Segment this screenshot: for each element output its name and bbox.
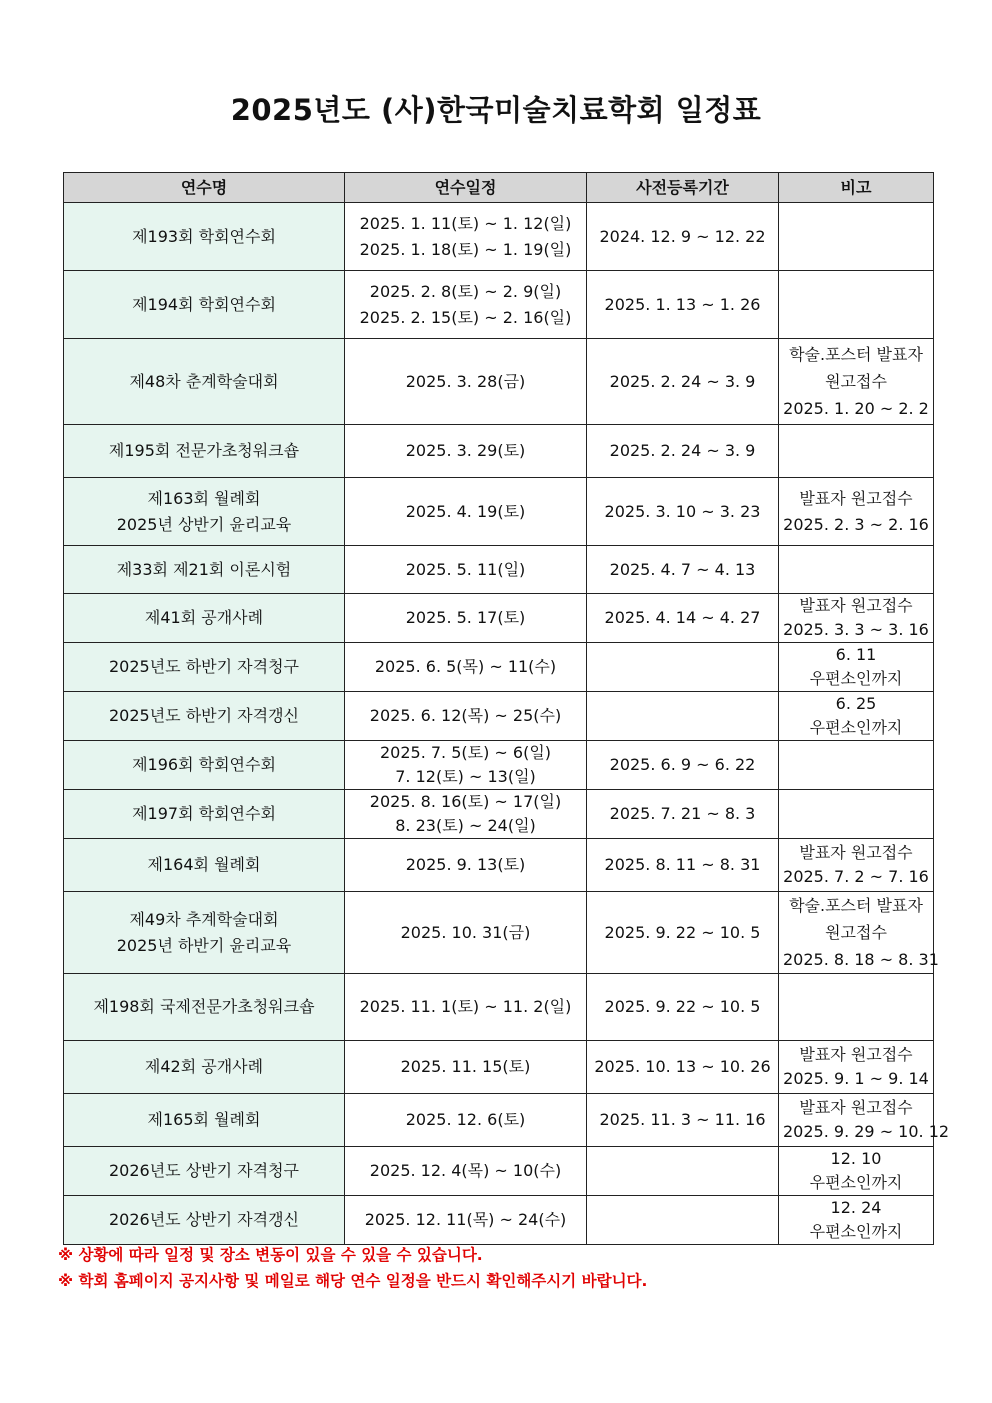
schedule-cell: [345, 425, 587, 478]
program-name-cell: [64, 546, 345, 594]
column-header-remarks: 비고: [779, 173, 934, 203]
registration-cell: [587, 594, 779, 643]
registration-line: 2025. 7. 21 ~ 8. 3: [609, 804, 756, 823]
remarks-cell: [779, 203, 934, 271]
program-name-line: 제195회 전문가초청워크숍: [108, 441, 300, 460]
program-name-cell: [64, 892, 345, 974]
program-name-cell: [64, 425, 345, 478]
schedule-cell: [345, 974, 587, 1041]
schedule-cell: [345, 892, 587, 974]
remarks-line: 2025. 3. 3 ~ 3. 16: [783, 620, 929, 639]
registration-cell: [587, 1094, 779, 1147]
table-row: [64, 1147, 934, 1196]
remarks-line: 2025. 8. 18 ~ 8. 31: [783, 950, 939, 969]
registration-cell: [587, 203, 779, 271]
registration-line: 2025. 4. 14 ~ 4. 27: [604, 608, 761, 627]
schedule-line: 2025. 5. 17(토): [405, 608, 526, 627]
remarks-line: 발표자 원고접수: [799, 1098, 913, 1117]
schedule-cell: [345, 546, 587, 594]
registration-line: 2024. 12. 9 ~ 12. 22: [599, 226, 766, 246]
registration-line: 2025. 9. 22 ~ 10. 5: [604, 997, 761, 1016]
table-row: [64, 692, 934, 741]
program-name-cell: [64, 271, 345, 339]
table-row: [64, 425, 934, 478]
registration-line: 2025. 11. 3 ~ 11. 16: [599, 1110, 766, 1129]
remarks-line: 2025. 2. 3 ~ 2. 16: [783, 514, 929, 534]
table-row: [64, 643, 934, 692]
registration-cell: [587, 974, 779, 1041]
program-name-line: 제194회 학회연수회: [132, 294, 276, 314]
note-check-homepage: ※ 학회 홈페이지 공지사항 및 메일로 해당 연수 일정을 반드시 확인해주시기 바랍니다.: [58, 1272, 648, 1290]
column-header-registration: 사전등록기간: [587, 173, 779, 203]
program-name-line: 제163회 월례회: [147, 488, 261, 508]
schedule-cell: [345, 203, 587, 271]
program-name-cell: [64, 203, 345, 271]
program-name-line: 2025년 상반기 윤리교육: [116, 514, 292, 534]
registration-line: 2025. 4. 7 ~ 4. 13: [609, 559, 756, 579]
schedule-line: 2025. 10. 31(금): [400, 922, 531, 942]
notes: [58, 1242, 647, 1294]
program-name-line: 제41회 공개사례: [144, 608, 264, 627]
remarks-cell: [779, 1094, 950, 1147]
schedule-line: 2025. 2. 15(토) ~ 2. 16(일): [359, 307, 572, 327]
schedule-cell: [345, 339, 587, 425]
schedule-cell: [345, 839, 587, 892]
remarks-line: 학술.포스터 발표자: [789, 345, 923, 364]
remarks-cell: [779, 790, 934, 839]
remarks-line: 2025. 1. 20 ~ 2. 2: [783, 399, 929, 418]
schedule-line: 2025. 1. 18(토) ~ 1. 19(일): [359, 239, 572, 259]
registration-line: 2025. 10. 13 ~ 10. 26: [594, 1057, 771, 1076]
schedule-cell: [345, 1147, 587, 1196]
schedule-line: 2025. 11. 15(토): [400, 1057, 531, 1076]
program-name-line: 2026년도 상반기 자격갱신: [109, 1210, 299, 1229]
table-row: [64, 339, 934, 425]
remarks-line: 학술.포스터 발표자: [789, 896, 923, 915]
remarks-cell: [779, 892, 939, 974]
schedule-line: 8. 23(토) ~ 24(일): [395, 816, 536, 835]
table-row: [64, 741, 934, 790]
remarks-line: 우편소인까지: [809, 718, 903, 737]
registration-cell: [587, 271, 779, 339]
remarks-line: 우편소인까지: [809, 669, 903, 688]
schedule-line: 2025. 12. 11(목) ~ 24(수): [364, 1210, 567, 1229]
table-row: [64, 974, 934, 1041]
program-name-line: 제49차 추계학술대회: [129, 909, 279, 929]
remarks-cell: [779, 974, 934, 1041]
program-name-line: 제33회 제21회 이론시험: [116, 559, 292, 579]
remarks-cell: [779, 271, 934, 339]
remarks-cell: [779, 1147, 934, 1196]
schedule-cell: [345, 692, 587, 741]
program-name-cell: [64, 1094, 345, 1147]
program-name-cell: [64, 741, 345, 790]
schedule-cell: [345, 478, 587, 546]
column-header-program: 연수명: [64, 173, 345, 203]
registration-cell: [587, 790, 779, 839]
remarks-line: 우편소인까지: [809, 1222, 903, 1241]
registration-cell: [587, 1196, 779, 1245]
program-name-line: 2025년도 하반기 자격청구: [109, 657, 299, 676]
program-name-cell: [64, 974, 345, 1041]
registration-cell: [587, 1147, 779, 1196]
program-name-cell: [64, 478, 345, 546]
page-title: 2025년도 (사)한국미술치료학회 일정표: [230, 93, 762, 127]
registration-cell: [587, 839, 779, 892]
remarks-line: 2025. 7. 2 ~ 7. 16: [783, 867, 929, 886]
remarks-line: 원고접수: [825, 923, 887, 942]
schedule-line: 2025. 8. 16(토) ~ 17(일): [369, 792, 562, 811]
program-name-cell: [64, 643, 345, 692]
remarks-line: 12. 10: [830, 1149, 882, 1168]
program-name-line: 제164회 월례회: [147, 855, 261, 874]
schedule-line: 2025. 7. 5(토) ~ 6(일): [379, 743, 552, 762]
registration-line: 2025. 2. 24 ~ 3. 9: [609, 371, 756, 391]
remarks-line: 6. 25: [835, 694, 877, 713]
schedule-line: 2025. 5. 11(일): [405, 559, 526, 579]
remarks-cell: [779, 1041, 934, 1094]
schedule-line: 2025. 2. 8(토) ~ 2. 9(일): [369, 281, 562, 301]
schedule-table-body: [64, 203, 950, 1245]
registration-cell: [587, 478, 779, 546]
table-row: [64, 892, 934, 974]
schedule-cell: [345, 594, 587, 643]
schedule-line: 2025. 9. 13(토): [405, 855, 526, 874]
schedule-cell: [345, 271, 587, 339]
registration-line: 2025. 1. 13 ~ 1. 26: [604, 294, 761, 314]
remarks-cell: [779, 425, 934, 478]
remarks-line: 2025. 9. 1 ~ 9. 14: [783, 1069, 929, 1088]
table-row: [64, 203, 934, 271]
schedule-line: 2025. 11. 1(토) ~ 11. 2(일): [359, 997, 572, 1016]
table-row: [64, 478, 934, 546]
schedule-cell: [345, 1196, 587, 1245]
remarks-cell: [779, 643, 934, 692]
registration-cell: [587, 339, 779, 425]
program-name-line: 2026년도 상반기 자격청구: [109, 1161, 299, 1180]
registration-cell: [587, 1041, 779, 1094]
program-name-line: 제48차 춘계학술대회: [129, 371, 279, 391]
program-name-cell: [64, 339, 345, 425]
program-name-cell: [64, 839, 345, 892]
table-row: [64, 790, 934, 839]
program-name-cell: [64, 594, 345, 643]
schedule-line: 7. 12(토) ~ 13(일): [395, 767, 536, 786]
program-name-cell: [64, 1147, 345, 1196]
program-name-line: 2025년 하반기 윤리교육: [116, 935, 292, 955]
schedule-line: 2025. 4. 19(토): [405, 501, 526, 521]
registration-cell: [587, 546, 779, 594]
program-name-cell: [64, 790, 345, 839]
schedule-line: 2025. 12. 6(토): [405, 1110, 526, 1129]
remarks-line: 6. 11: [835, 645, 877, 664]
remarks-cell: [779, 1196, 934, 1245]
registration-line: 2025. 3. 10 ~ 3. 23: [604, 501, 761, 521]
remarks-line: 발표자 원고접수: [799, 843, 913, 862]
table-row: [64, 839, 934, 892]
registration-cell: [587, 425, 779, 478]
program-name-line: 2025년도 하반기 자격갱신: [109, 706, 299, 725]
program-name-line: 제198회 국제전문가초청워크숍: [93, 997, 315, 1016]
registration-cell: [587, 643, 779, 692]
registration-cell: [587, 892, 779, 974]
program-name-line: 제42회 공개사례: [144, 1057, 264, 1076]
remarks-line: 발표자 원고접수: [799, 488, 913, 508]
schedule-table: [63, 172, 950, 1245]
table-row: [64, 594, 934, 643]
schedule-cell: [345, 1094, 587, 1147]
registration-cell: [587, 741, 779, 790]
registration-line: 2025. 2. 24 ~ 3. 9: [609, 441, 756, 460]
program-name-line: 제196회 학회연수회: [132, 755, 276, 774]
remarks-line: 우편소인까지: [809, 1173, 903, 1192]
schedule-line: 2025. 12. 4(목) ~ 10(수): [369, 1161, 562, 1180]
column-header-schedule: 연수일정: [345, 173, 587, 203]
table-row: [64, 1196, 934, 1245]
schedule-line: 2025. 1. 11(토) ~ 1. 12(일): [359, 213, 572, 233]
table-row: [64, 271, 934, 339]
registration-line: 2025. 8. 11 ~ 8. 31: [604, 855, 761, 874]
remarks-line: 2025. 9. 29 ~ 10. 12: [783, 1122, 950, 1141]
remarks-line: 발표자 원고접수: [799, 1045, 913, 1064]
table-row: [64, 1094, 934, 1147]
remarks-line: 12. 24: [830, 1198, 882, 1217]
schedule-cell: [345, 741, 587, 790]
schedule-line: 2025. 6. 12(목) ~ 25(수): [369, 706, 562, 725]
table-row: [64, 1041, 934, 1094]
remarks-cell: [779, 692, 934, 741]
remarks-line: 원고접수: [825, 372, 887, 391]
note-schedule-change: ※ 상황에 따라 일정 및 장소 변동이 있을 수 있을 수 있습니다.: [58, 1246, 483, 1264]
schedule-line: 2025. 6. 5(목) ~ 11(수): [374, 657, 557, 676]
program-name-cell: [64, 692, 345, 741]
program-name-line: 제165회 월례회: [147, 1110, 261, 1129]
remarks-line: 발표자 원고접수: [799, 596, 913, 615]
remarks-cell: [779, 741, 934, 790]
remarks-cell: [779, 594, 934, 643]
schedule-cell: [345, 643, 587, 692]
schedule-cell: [345, 1041, 587, 1094]
schedule-cell: [345, 790, 587, 839]
table-header-row: [64, 173, 934, 203]
program-name-cell: [64, 1041, 345, 1094]
registration-cell: [587, 692, 779, 741]
table-row: [64, 546, 934, 594]
remarks-cell: [779, 546, 934, 594]
remarks-cell: [779, 478, 934, 546]
remarks-cell: [779, 339, 934, 425]
schedule-line: 2025. 3. 29(토): [405, 441, 526, 460]
registration-line: 2025. 6. 9 ~ 6. 22: [609, 755, 756, 774]
program-name-cell: [64, 1196, 345, 1245]
program-name-line: 제193회 학회연수회: [132, 226, 276, 246]
program-name-line: 제197회 학회연수회: [132, 804, 276, 823]
remarks-cell: [779, 839, 934, 892]
schedule-line: 2025. 3. 28(금): [405, 371, 526, 391]
registration-line: 2025. 9. 22 ~ 10. 5: [604, 922, 761, 942]
